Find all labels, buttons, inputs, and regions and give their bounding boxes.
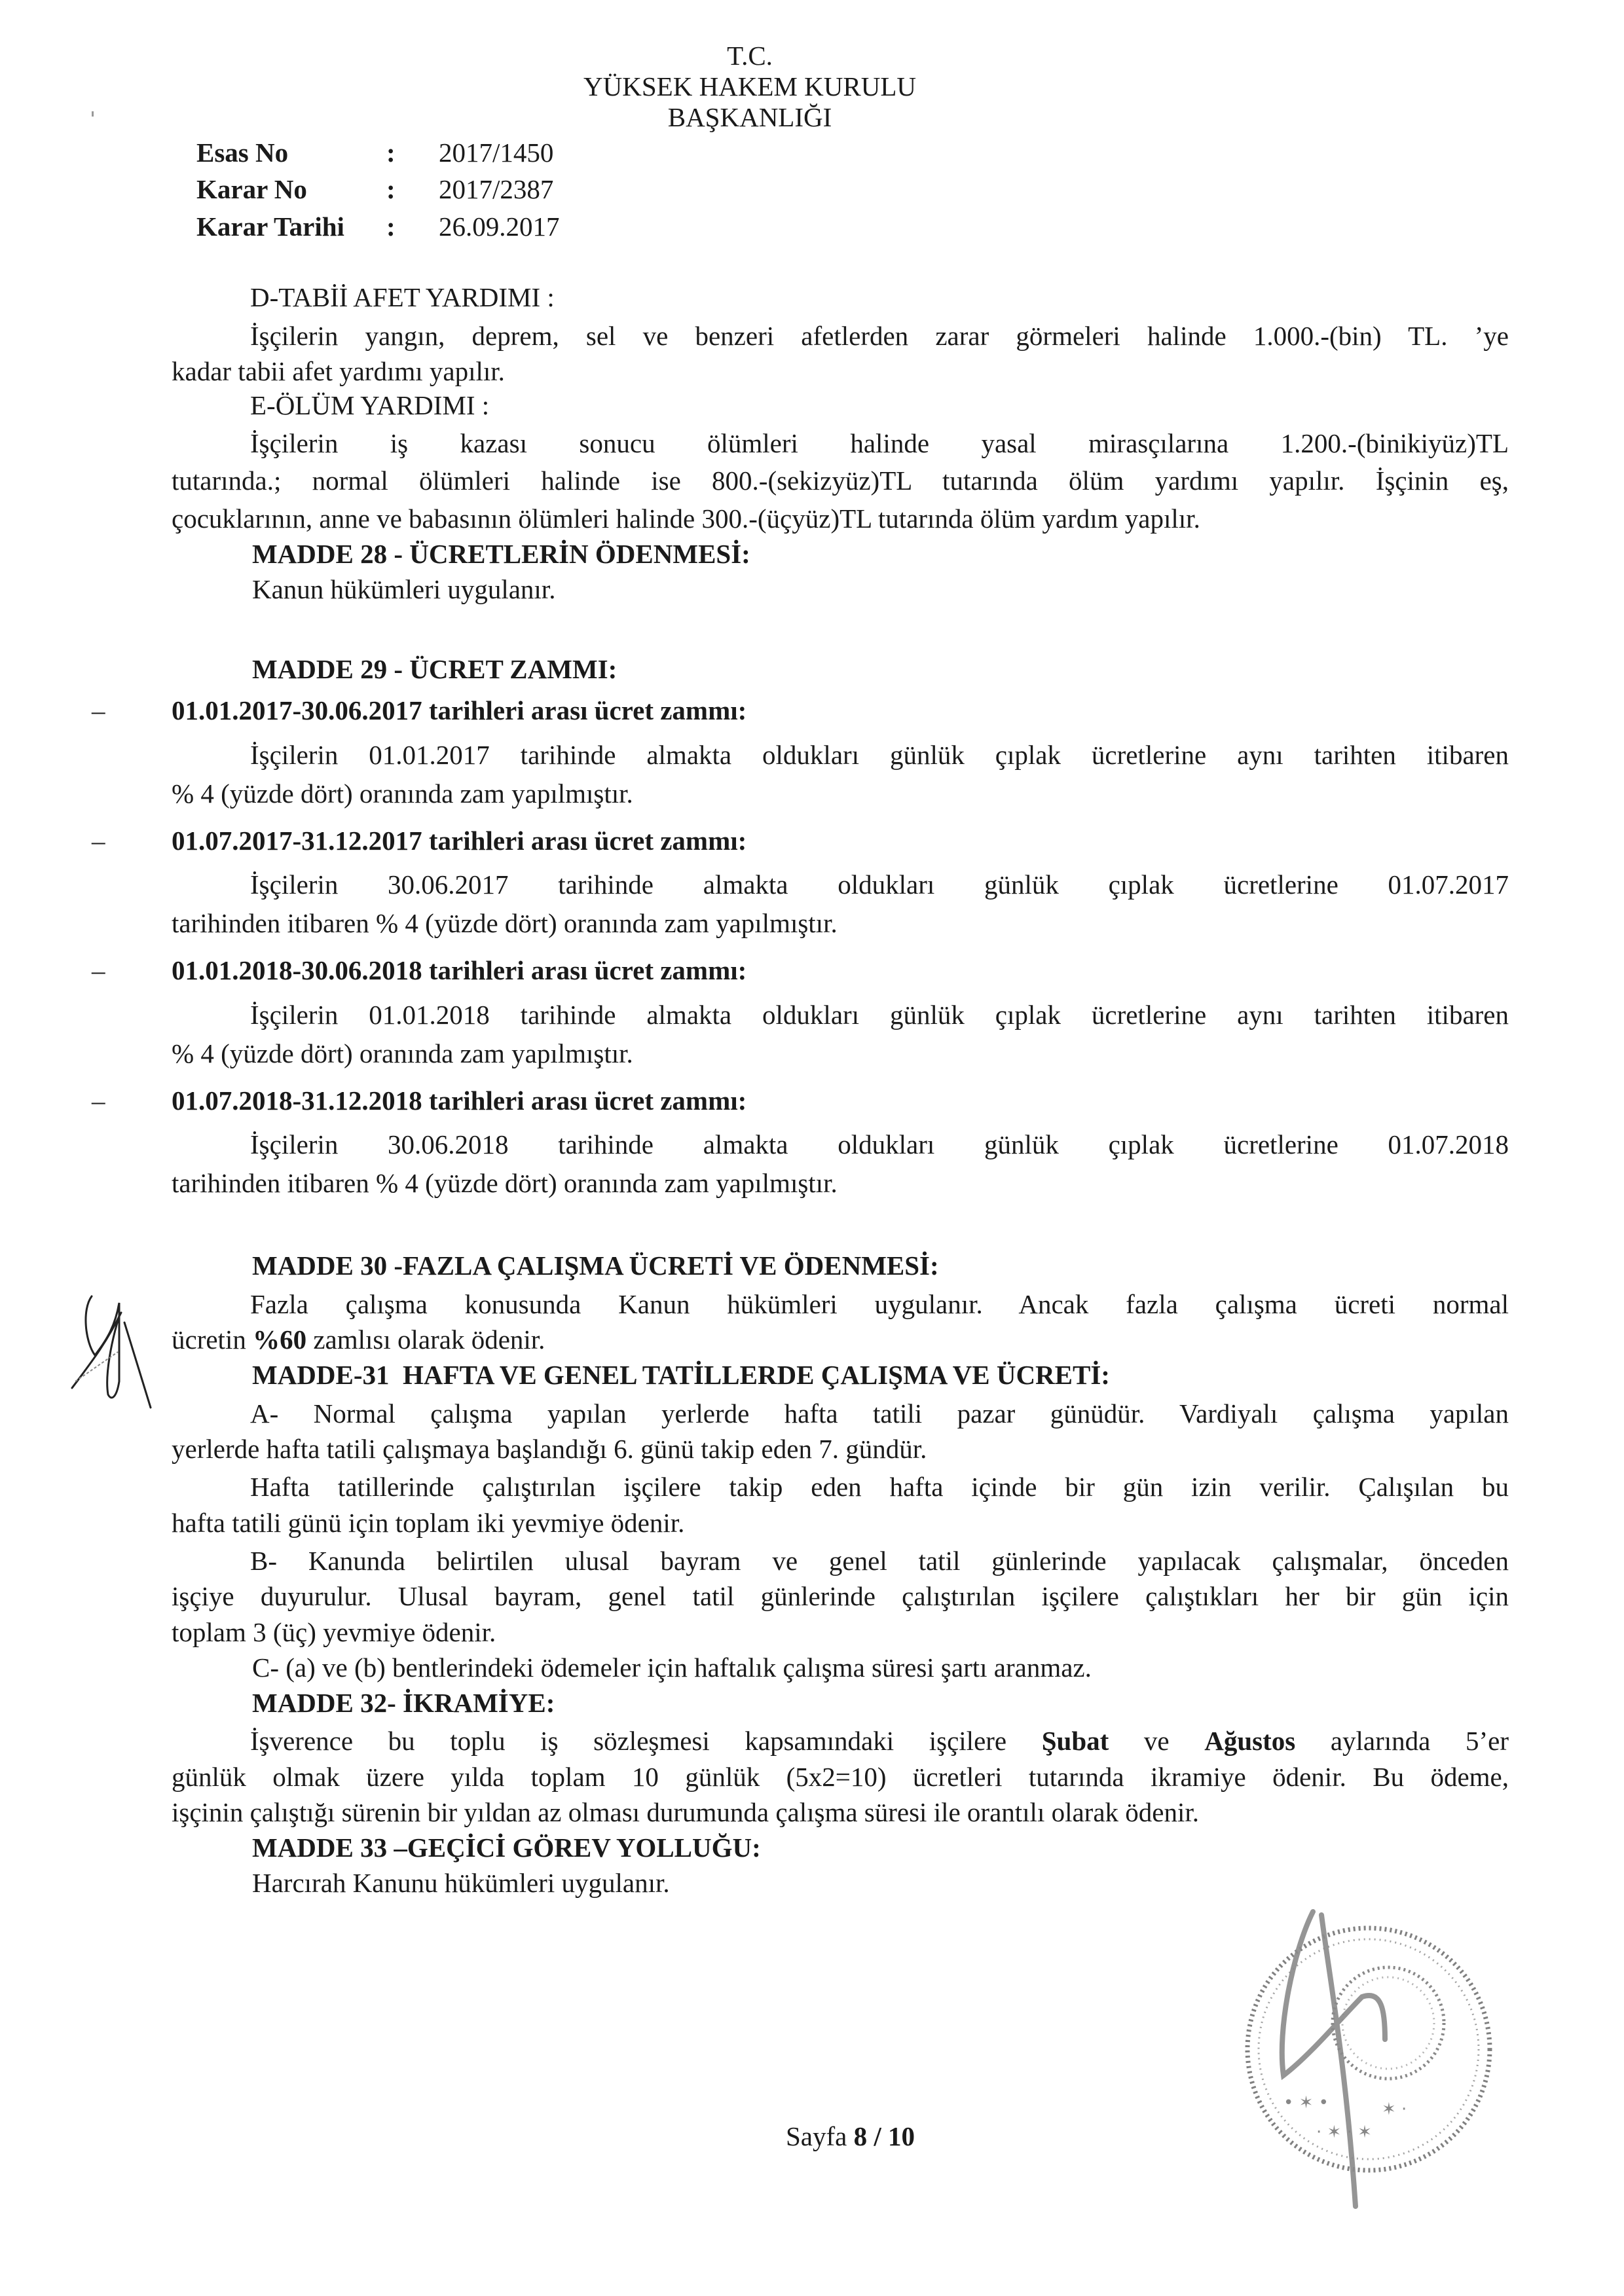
raise-period-line-1: İşçilerin 01.01.2018 tarihinde almakta oldukları günlük çıplak ücretlerine aynı tarihten itibaren xyxy=(250,1000,1509,1030)
madde-28-title: MADDE 28 - ÜCRETLERİN ÖDENMESİ: xyxy=(252,539,750,569)
madde-32-line-3: işçinin çalıştığı sürenin bir yıldan az olması durumunda çalışma süresi ile orantılı olarak ödenir. xyxy=(172,1797,1200,1827)
raise-period-title: 01.01.2018-30.06.2018 tarihleri arası ücret zammı: xyxy=(172,955,747,985)
header-institution: YÜKSEK HAKEM KURULU xyxy=(583,71,916,101)
madde-32-title: MADDE 32- İKRAMİYE: xyxy=(252,1688,555,1718)
madde-30-line-2-end: zamlısı olarak ödenir. xyxy=(306,1324,545,1355)
overtime-rate: %60 xyxy=(253,1324,307,1355)
karar-tarihi-value: 26.09.2017 xyxy=(439,211,560,242)
madde-32-line-2: günlük olmak üzere yılda toplam 10 günlük (5x2=10) ücretleri tutarında ikramiye ödenir. Bu ödeme, xyxy=(172,1762,1509,1792)
raise-period-line-1: İşçilerin 01.01.2017 tarihinde almakta oldukları günlük çıplak ücretlerine aynı tarihten itibaren xyxy=(250,740,1509,770)
section-e-line-2: tutarında.; normal ölümleri halinde ise 800.-(sekizyüz)TL tutarında ölüm yardımı yapılır. İşçinin eş, xyxy=(172,465,1509,496)
madde-29-title: MADDE 29 - ÜCRET ZAMMI: xyxy=(252,654,618,684)
month-agustos: Ağustos xyxy=(1204,1726,1296,1756)
karar-no-label: Karar No xyxy=(196,174,307,204)
raise-period-line-2: tarihinden itibaren % 4 (yüzde dört) oranında zam yapılmıştır. xyxy=(172,1168,838,1198)
madde-32-line-1 xyxy=(250,1724,1509,1757)
madde-30-line-1: Fazla çalışma konusunda Kanun hükümleri uygulanır. Ancak fazla çalışma ücreti normal xyxy=(250,1289,1509,1319)
header-tc: T.C. xyxy=(727,41,773,71)
bullet-dash: – xyxy=(92,1085,105,1116)
madde-30-line-2 xyxy=(172,1323,545,1356)
esas-no-label: Esas No xyxy=(196,137,289,168)
karar-no-value: 2017/2387 xyxy=(439,174,554,204)
esas-no-value: 2017/1450 xyxy=(439,137,554,168)
madde-31-a-line-2: yerlerde hafta tatili çalışmaya başlandığı 6. günü takip eden 7. gündür. xyxy=(172,1434,927,1464)
handwritten-initials-icon xyxy=(65,1283,170,1414)
raise-period-line-2: % 4 (yüzde dört) oranında zam yapılmıştır. xyxy=(172,1038,633,1068)
madde-32-line-1-and: ve xyxy=(1109,1726,1205,1756)
raise-period-line-1: İşçilerin 30.06.2018 tarihinde almakta oldukları günlük çıplak ücretlerine 01.07.2018 xyxy=(250,1129,1509,1159)
page-number: 8 / 10 xyxy=(853,2121,915,2151)
official-seal-icon xyxy=(1231,1899,1506,2213)
bullet-dash: – xyxy=(92,955,105,985)
madde-30-line-2-start: ücretin xyxy=(172,1324,253,1355)
svg-text:✶ ·: ✶ · xyxy=(1382,2100,1407,2119)
raise-period-title: 01.07.2018-31.12.2018 tarihleri arası ücret zammı: xyxy=(172,1085,747,1116)
madde-30-title: MADDE 30 -FAZLA ÇALIŞMA ÜCRETİ VE ÖDENMESİ: xyxy=(252,1250,939,1281)
karar-tarihi-colon: : xyxy=(386,211,396,242)
section-d-title: D-TABİİ AFET YARDIMI : xyxy=(250,282,555,312)
raise-period-line-1: İşçilerin 30.06.2017 tarihinde almakta oldukları günlük çıplak ücretlerine 01.07.2017 xyxy=(250,869,1509,900)
karar-tarihi-label: Karar Tarihi xyxy=(196,211,344,242)
karar-no-colon: : xyxy=(386,174,396,204)
header-presidency: BAŞKANLIĞI xyxy=(667,102,832,132)
raise-period-line-2: tarihinden itibaren % 4 (yüzde dört) oranında zam yapılmıştır. xyxy=(172,908,838,938)
section-d-line-1: İşçilerin yangın, deprem, sel ve benzeri afetlerden zarar görmeleri halinde 1.000.-(bin) TL. ’ye xyxy=(250,321,1509,351)
svg-text:• ✶ •: • ✶ • xyxy=(1283,2093,1329,2113)
bullet-dash: – xyxy=(92,695,105,725)
madde-31-b-line-1: B- Kanunda belirtilen ulusal bayram ve genel tatil günlerinde yapılacak çalışmalar, önceden xyxy=(250,1546,1509,1576)
section-e-line-3: çocuklarının, anne ve babasının ölümleri halinde 300.-(üçyüz)TL tutarında ölüm yardım yapılır. xyxy=(172,503,1200,534)
madde-33-text: Harcırah Kanunu hükümleri uygulanır. xyxy=(252,1868,670,1898)
madde-31-b-line-2: işçiye duyurulur. Ulusal bayram, genel tatil günlerinde çalıştırılan işçilere çalıştıkları her bir gün için xyxy=(172,1581,1509,1611)
raise-period-title: 01.07.2017-31.12.2017 tarihleri arası ücret zammı: xyxy=(172,826,747,856)
madde-31-h-line-1: Hafta tatillerinde çalıştırılan işçilere takip eden hafta içinde bir gün izin verilir. Çalışılan bu xyxy=(250,1472,1509,1502)
madde-32-line-1-start: İşverence bu toplu iş sözleşmesi kapsamındaki işçilere xyxy=(250,1726,1042,1756)
esas-no-colon: : xyxy=(386,137,396,168)
svg-text:· ✶ · ✶: · ✶ · ✶ xyxy=(1316,2123,1372,2142)
section-d-line-2: kadar tabii afet yardımı yapılır. xyxy=(172,356,505,386)
madde-31-c-line: C- (a) ve (b) bentlerindeki ödemeler için haftalık çalışma süresi şartı aranmaz. xyxy=(252,1652,1092,1683)
madde-32-line-1-end: aylarında 5’er xyxy=(1295,1726,1509,1756)
madde-33-title: MADDE 33 –GEÇİCİ GÖREV YOLLUĞU: xyxy=(252,1832,761,1863)
month-subat: Şubat xyxy=(1041,1726,1109,1756)
madde-31-title: MADDE-31 HAFTA VE GENEL TATİLLERDE ÇALIŞMA VE ÜCRETİ: xyxy=(252,1360,1110,1390)
raise-period-title: 01.01.2017-30.06.2017 tarihleri arası ücret zammı: xyxy=(172,695,747,725)
section-e-line-1: İşçilerin iş kazası sonucu ölümleri halinde yasal mirasçılarına 1.200.-(binikiyüz)TL xyxy=(250,428,1509,458)
page-footer-prefix: Sayfa xyxy=(786,2121,854,2151)
section-e-title: E-ÖLÜM YARDIMI : xyxy=(250,390,490,420)
madde-28-text: Kanun hükümleri uygulanır. xyxy=(252,574,556,604)
madde-31-b-line-3: toplam 3 (üç) yevmiye ödenir. xyxy=(172,1617,496,1647)
page-footer xyxy=(786,2120,915,2153)
raise-period-line-2: % 4 (yüzde dört) oranında zam yapılmıştır. xyxy=(172,778,633,809)
madde-31-h-line-2: hafta tatili günü için toplam iki yevmiye ödenir. xyxy=(172,1508,685,1538)
scan-speck xyxy=(92,111,94,117)
bullet-dash: – xyxy=(92,826,105,856)
madde-31-a-line-1: A- Normal çalışma yapılan yerlerde hafta tatili pazar günüdür. Vardiyalı çalışma yapılan xyxy=(250,1398,1509,1429)
